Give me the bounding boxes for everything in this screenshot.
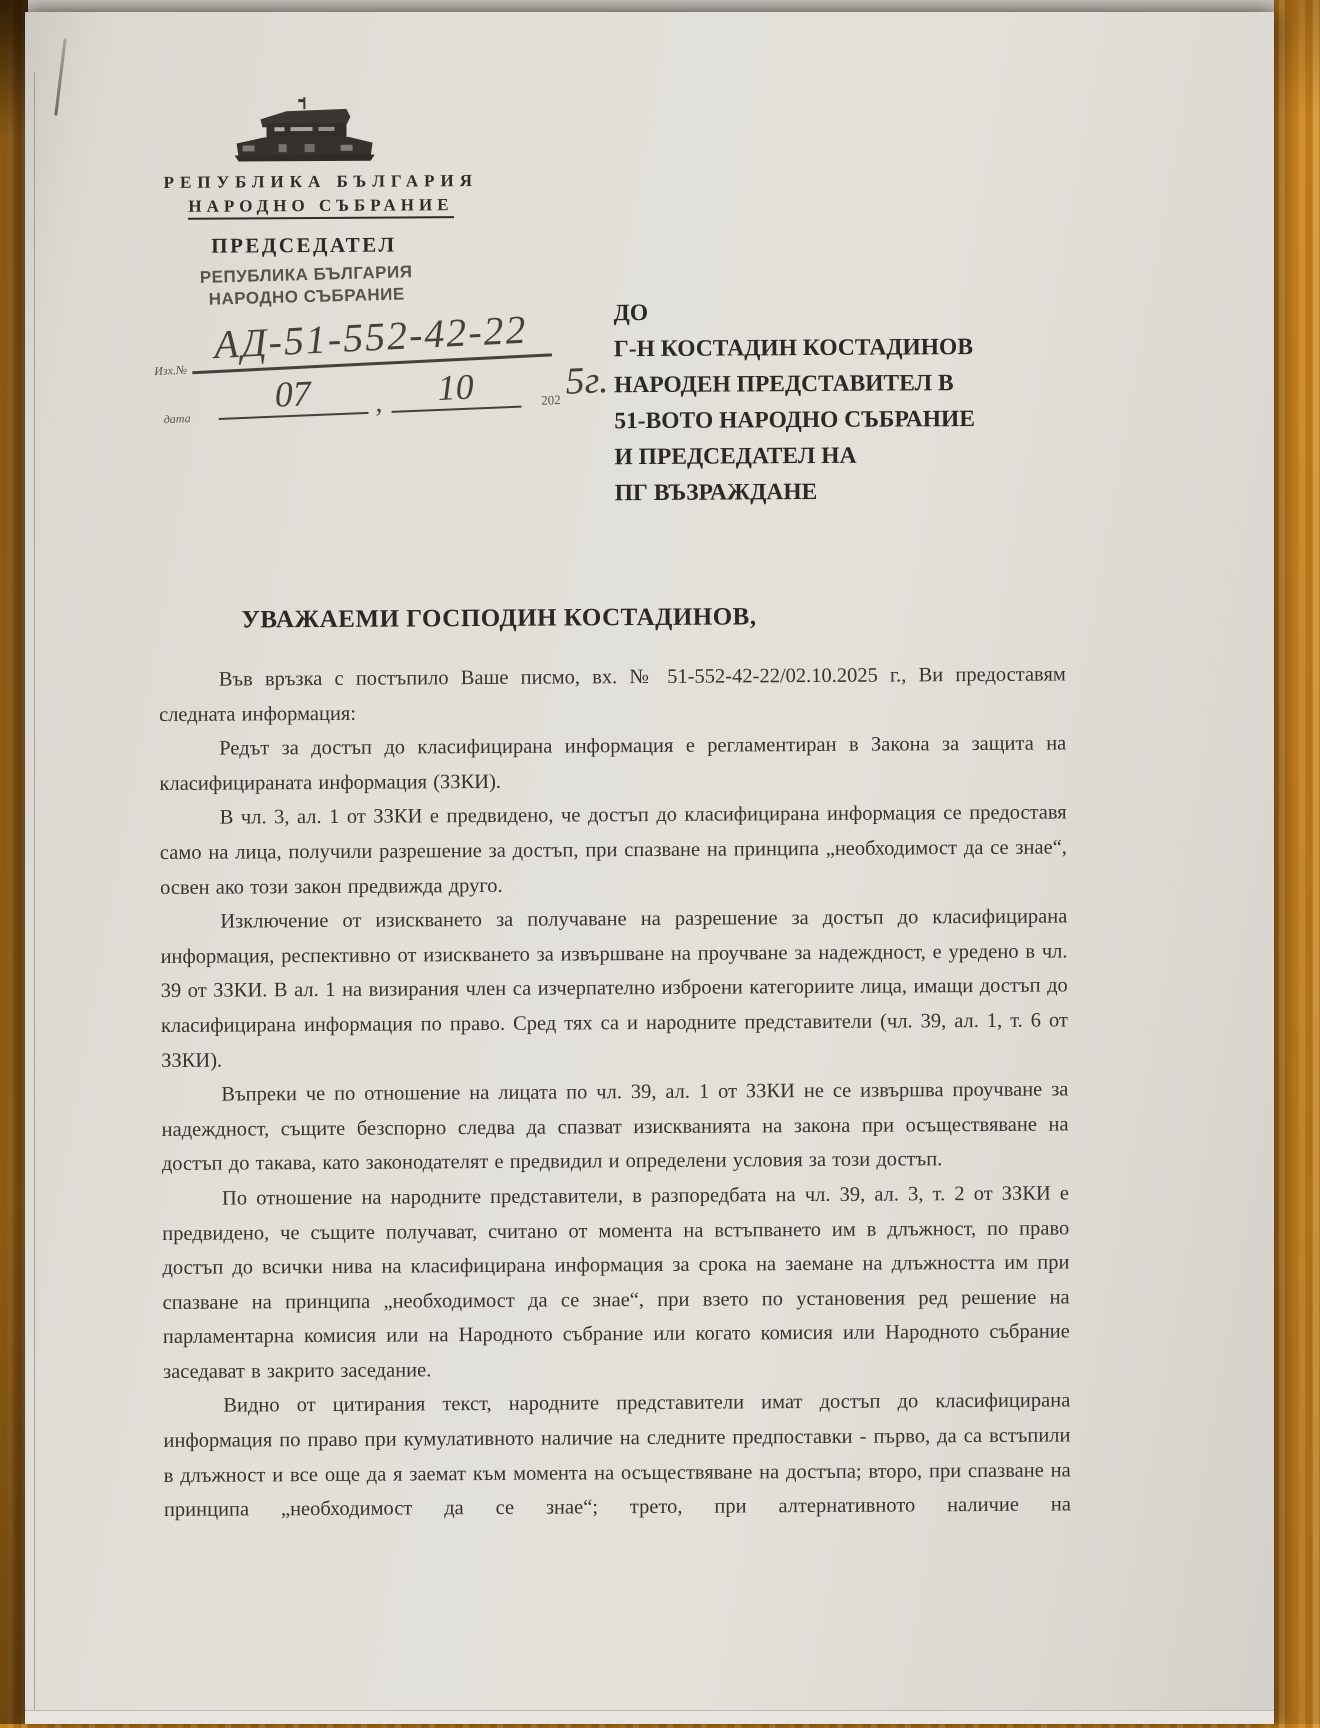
recipient-line: 51-ВОТО НАРОДНО СЪБРАНИЕ [614, 406, 976, 435]
paragraph: В чл. 3, ал. 1 от ЗЗКИ е предвидено, че достъп до класифицирана информация се предоставя само на лица, получили разрешение за достъп, при спазване на принципа „необходимост да се знае“, освен ако този закон предвижда друго. [159, 801, 1067, 899]
date-day-handwritten: 07 [217, 370, 369, 420]
assembly-title-text: НАРОДНО СЪБРАНИЕ [188, 195, 453, 220]
stamp-line-1: РЕПУБЛИКА БЪЛГАРИЯ [199, 262, 413, 287]
office-title: ПРЕДСЕДАТЕЛ [211, 232, 397, 258]
recipient-line: НАРОДЕН ПРЕДСТАВИТЕЛ В [613, 370, 954, 399]
paragraph-continues-next-page: Видно от цитирания текст, народните представители имат достъп до класифицирана информация по право при кумулативното наличие на следните предпоставки - първо, да са встъпили в длъжност и все още да я заемат към момента на осъществяване на достъпа; второ, при спазване на принципа „необходимост да се знае“; трето, при алтернативното наличие на [163, 1389, 1071, 1522]
date-separator: , [374, 387, 383, 419]
registry-stamp [116, 259, 497, 313]
national-assembly-emblem-icon [220, 97, 388, 170]
paragraph: Въпреки че по отношение на лицата по чл. 39, ал. 1 от ЗЗКИ не се извършва проучване за надеждност, същите безспорно следва да спазват изискванията на закона при осъществяване на достъп до такава, като законодателят е предвидил и определени условия за този достъп. [161, 1078, 1069, 1176]
paragraph: Изключение от изискването за получаване на разрешение за достъп до класифицирана информация, респективно от изискването за извършване на проучване за надеждност, е уредено в чл. 39 от ЗЗКИ. В ал. 1 на визирания член са изчерпателно изброени категориите лица, имащи достъп до класифицирана информация по право. Сред тях са и народните представители (чл. 39, ал. 1, т. 6 от ЗЗКИ). [160, 905, 1069, 1072]
recipient-line: ПГ ВЪЗРАЖДАНЕ [614, 478, 818, 507]
recipient-line: ДО [613, 299, 649, 327]
outgoing-number-label: Изх.№ [153, 362, 188, 379]
recipient-line: И ПРЕДСЕДАТЕЛ НА [614, 442, 857, 471]
recipient-line: Г-Н КОСТАДИН КОСТАДИНОВ [613, 334, 974, 363]
stamp-line-2: НАРОДНО СЪБРАНИЕ [208, 284, 405, 309]
document-content [20, 8, 1279, 1728]
paragraph: Редът за достъп до класифицирана информация е регламентиран в Закона за защита на класифицираната информация (ЗЗКИ). [159, 732, 1067, 795]
letter-body [159, 657, 1071, 1527]
year-printed-prefix: 202 [540, 391, 561, 408]
date-label: дата [163, 411, 191, 427]
paragraph: Във връзка с постъпило Ваше писмо, вх. № 51-552-42-22/02.10.2025 г., Ви предоставям следната информация: [158, 663, 1066, 726]
salutation: УВАЖАЕМИ ГОСПОДИН КОСТАДИНОВ, [241, 603, 757, 634]
assembly-title [121, 195, 521, 217]
paragraph: По отношение на народните представители, в разпоредбата на чл. 39, ал. 3, т. 2 от ЗЗКИ е предвидено, че същите получават, считано от момента на встъпването им в длъжност, по право достъп до всички нива на класифицирана информация за срока на заемане на длъжността им при спазване на принципа „необходимост да се знае“, при взето по установения ред решение на парламентарна комисия или на Народното събрание или когато комисия или Народното събрание заседават в закрито заседание. [162, 1182, 1070, 1383]
date-month-handwritten: 10 [390, 364, 522, 413]
paper-document [25, 12, 1274, 1724]
republic-title: РЕПУБЛИКА БЪЛГАРИЯ [163, 171, 479, 192]
year-handwritten: 5г. [564, 359, 610, 403]
recipient-block [614, 292, 1085, 511]
outgoing-number-handwritten: АД-51-552-42-22 [190, 304, 552, 374]
